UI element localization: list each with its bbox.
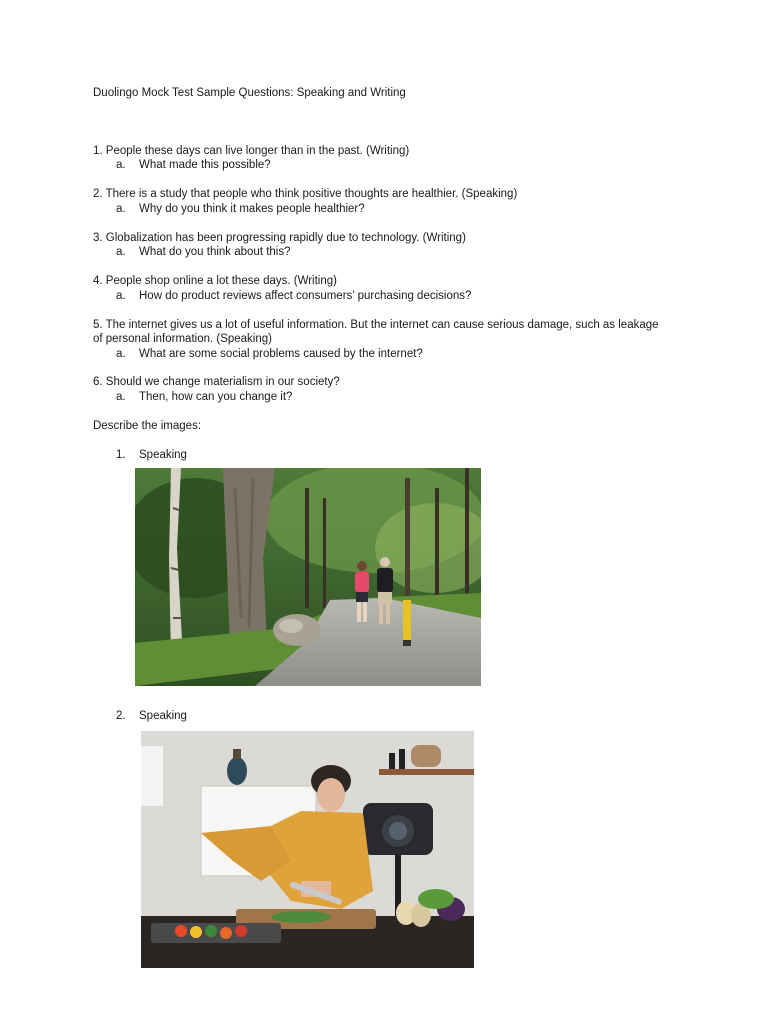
item-marker: 1. <box>116 449 126 461</box>
sub-text: What do you think about this? <box>139 246 291 258</box>
question-5-sub <box>116 347 423 361</box>
question-4: 4. People shop online a lot these days. (Writing) <box>93 275 337 287</box>
question-4-sub <box>116 289 471 303</box>
item-label: Speaking <box>139 710 187 722</box>
sub-marker: a. <box>116 348 126 360</box>
question-2: 2. There is a study that people who think positive thoughts are healthier. (Speaking) <box>93 188 518 200</box>
sub-marker: a. <box>116 290 126 302</box>
sub-text: What made this possible? <box>139 159 271 171</box>
sub-text: What are some social problems caused by the internet? <box>139 348 423 360</box>
question-6: 6. Should we change materialism in our society? <box>93 376 340 388</box>
item-label: Speaking <box>139 449 187 461</box>
park-walk-illustration <box>135 468 481 686</box>
question-3-sub <box>116 245 291 259</box>
document-title: Duolingo Mock Test Sample Questions: Speaking and Writing <box>93 87 406 99</box>
question-3: 3. Globalization has been progressing rapidly due to technology. (Writing) <box>93 232 466 244</box>
sub-marker: a. <box>116 391 126 403</box>
image-item-1-label <box>116 448 187 462</box>
sub-text: Then, how can you change it? <box>139 391 293 403</box>
describe-heading: Describe the images: <box>93 420 202 432</box>
question-6-sub <box>116 390 292 404</box>
sub-text: How do product reviews affect consumers’ purchasing decisions? <box>139 290 472 302</box>
sub-marker: a. <box>116 203 126 215</box>
image-item-2-label <box>116 709 187 723</box>
question-2-sub <box>116 202 365 216</box>
question-1-sub <box>116 158 271 172</box>
sub-text: Why do you think it makes people healthier? <box>139 203 365 215</box>
park-walk-photo <box>135 468 481 686</box>
question-5-line-2: of personal information. (Speaking) <box>93 333 272 345</box>
question-5-line-1: 5. The internet gives us a lot of useful information. But the internet can cause serious damage, such as leakage <box>93 319 659 331</box>
sub-marker: a. <box>116 159 126 171</box>
sub-marker: a. <box>116 246 126 258</box>
kitchen-cooking-illustration <box>141 731 474 968</box>
kitchen-cooking-photo <box>141 731 474 968</box>
item-marker: 2. <box>116 710 126 722</box>
question-1: 1. People these days can live longer than in the past. (Writing) <box>93 145 410 157</box>
